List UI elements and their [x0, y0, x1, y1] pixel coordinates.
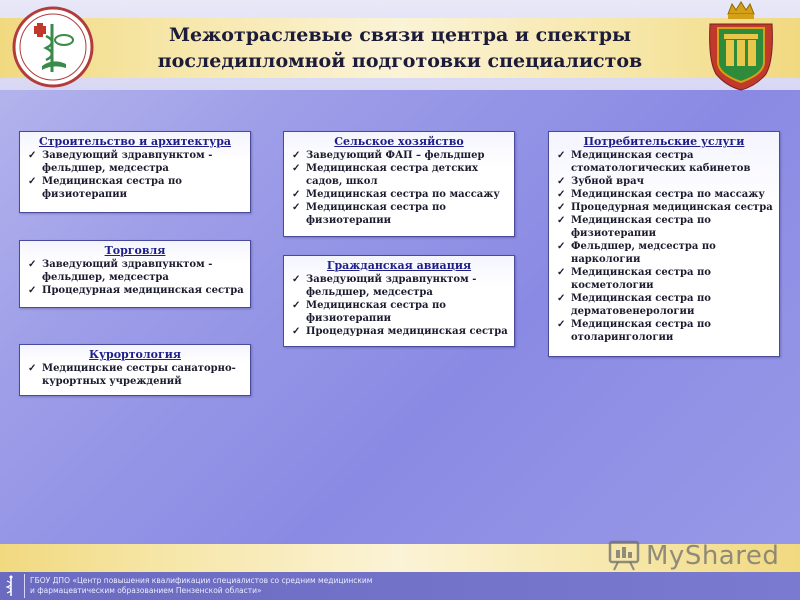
list-item-text: Процедурная медицинская сестра [306, 326, 508, 337]
check-icon: ✓ [557, 176, 566, 187]
card-title-kurortologiya: Курортология [88, 348, 182, 361]
list-item [557, 188, 775, 201]
check-icon: ✓ [292, 163, 301, 174]
check-icon: ✓ [292, 274, 301, 285]
list-item [28, 284, 246, 297]
list-item-text: Медицинская сестра по массажу [306, 189, 500, 200]
card-list-stroitelstvo [20, 149, 250, 204]
list-item-text: Медицинская сестра детских садов, школ [306, 163, 478, 187]
footer-line-1: ГБОУ ДПО «Центр повышения квалификации специалистов со средним медицинским [30, 576, 373, 585]
list-item [292, 201, 510, 227]
list-item-text: Заведующий здравпунктом - фельдшер, медсестра [42, 150, 213, 174]
check-icon: ✓ [557, 267, 566, 278]
watermark-text: MyShared [646, 541, 780, 571]
check-icon: ✓ [28, 176, 37, 187]
list-item-text: Медицинская сестра по отоларингологии [571, 319, 711, 343]
list-item-text: Медицинская сестра по физиотерапии [306, 300, 446, 324]
check-icon: ✓ [557, 241, 566, 252]
list-item-text: Медицинские сестры санаторно-курортных учреждений [42, 363, 236, 387]
card-list-potrebitelskie [549, 149, 779, 347]
title-line-2: последипломной подготовки специалистов [157, 50, 643, 72]
list-item-text: Фельдшер, медсестра по наркологии [571, 241, 716, 265]
check-icon: ✓ [557, 215, 566, 226]
list-item [292, 149, 510, 162]
check-icon: ✓ [557, 319, 566, 330]
list-item-text: Заведующий здравпунктом - фельдшер, медсестра [42, 259, 213, 283]
check-icon: ✓ [28, 259, 37, 270]
list-item-text: Заведующий ФАП – фельдшер [306, 150, 485, 161]
list-item-text: Медицинская сестра по дерматовенерологии [571, 293, 711, 317]
medical-center-logo [12, 6, 94, 88]
card-title-aviaciya: Гражданская авиация [326, 259, 472, 272]
card-list-selskoe [284, 149, 514, 230]
check-icon: ✓ [557, 189, 566, 200]
list-item-text: Заведующий здравпунктом - фельдшер, медсестра [306, 274, 477, 298]
list-item [557, 201, 775, 214]
list-item [292, 325, 510, 338]
penza-coat-of-arms-icon [706, 0, 776, 92]
card-title-torgovlya: Торговля [104, 244, 166, 257]
list-item [557, 214, 775, 240]
check-icon: ✓ [292, 150, 301, 161]
check-icon: ✓ [557, 293, 566, 304]
list-item [557, 149, 775, 175]
check-icon: ✓ [292, 189, 301, 200]
list-item [557, 292, 775, 318]
list-item-text: Медицинская сестра по косметологии [571, 267, 711, 291]
card-torgovlya [19, 240, 251, 308]
check-icon: ✓ [557, 202, 566, 213]
list-item [292, 273, 510, 299]
card-list-torgovlya [20, 258, 250, 300]
check-icon: ✓ [292, 326, 301, 337]
list-item [292, 299, 510, 325]
card-selskoe-hozyaystvo [283, 131, 515, 237]
list-item [292, 162, 510, 188]
check-icon: ✓ [28, 150, 37, 161]
list-item [557, 240, 775, 266]
list-item-text: Медицинская сестра по массажу [571, 189, 765, 200]
card-list-kurortologiya [20, 362, 250, 391]
check-icon: ✓ [557, 150, 566, 161]
card-stroitelstvo [19, 131, 251, 213]
footer-divider [24, 574, 25, 598]
footer-organization-text [30, 576, 372, 596]
list-item-text: Медицинская сестра по физиотерапии [306, 202, 446, 226]
card-title-potrebitelskie: Потребительские услуги [583, 135, 745, 148]
list-item-text: Медицинская сестра по физиотерапии [42, 176, 182, 200]
list-item [292, 188, 510, 201]
card-title-selskoe: Сельское хозяйство [334, 135, 464, 148]
list-item [557, 318, 775, 344]
check-icon: ✓ [292, 300, 301, 311]
list-item [28, 362, 246, 388]
list-item-text: Зубной врач [571, 176, 644, 187]
check-icon: ✓ [28, 285, 37, 296]
page-title [110, 22, 690, 74]
card-grazhdanskaya-aviaciya [283, 255, 515, 347]
list-item [557, 175, 775, 188]
footer-caduceus-icon [2, 574, 20, 598]
list-item-text: Процедурная медицинская сестра [42, 285, 244, 296]
title-line-1: Межотраслевые связи центра и спектры [168, 24, 632, 46]
list-item [28, 175, 246, 201]
list-item-text: Медицинская сестра по физиотерапии [571, 215, 711, 239]
card-title-stroitelstvo: Строительство и архитектура [38, 135, 232, 148]
card-list-aviaciya [284, 273, 514, 341]
list-item [557, 266, 775, 292]
card-potrebitelskie-uslugi [548, 131, 780, 357]
list-item-text: Медицинская сестра стоматологических кабинетов [571, 150, 751, 174]
list-item-text: Процедурная медицинская сестра [571, 202, 773, 213]
list-item [28, 149, 246, 175]
list-item [28, 258, 246, 284]
footer-line-2: и фармацевтическим образованием Пензенской области» [30, 586, 262, 595]
check-icon: ✓ [292, 202, 301, 213]
check-icon: ✓ [28, 363, 37, 374]
card-kurortologiya [19, 344, 251, 396]
